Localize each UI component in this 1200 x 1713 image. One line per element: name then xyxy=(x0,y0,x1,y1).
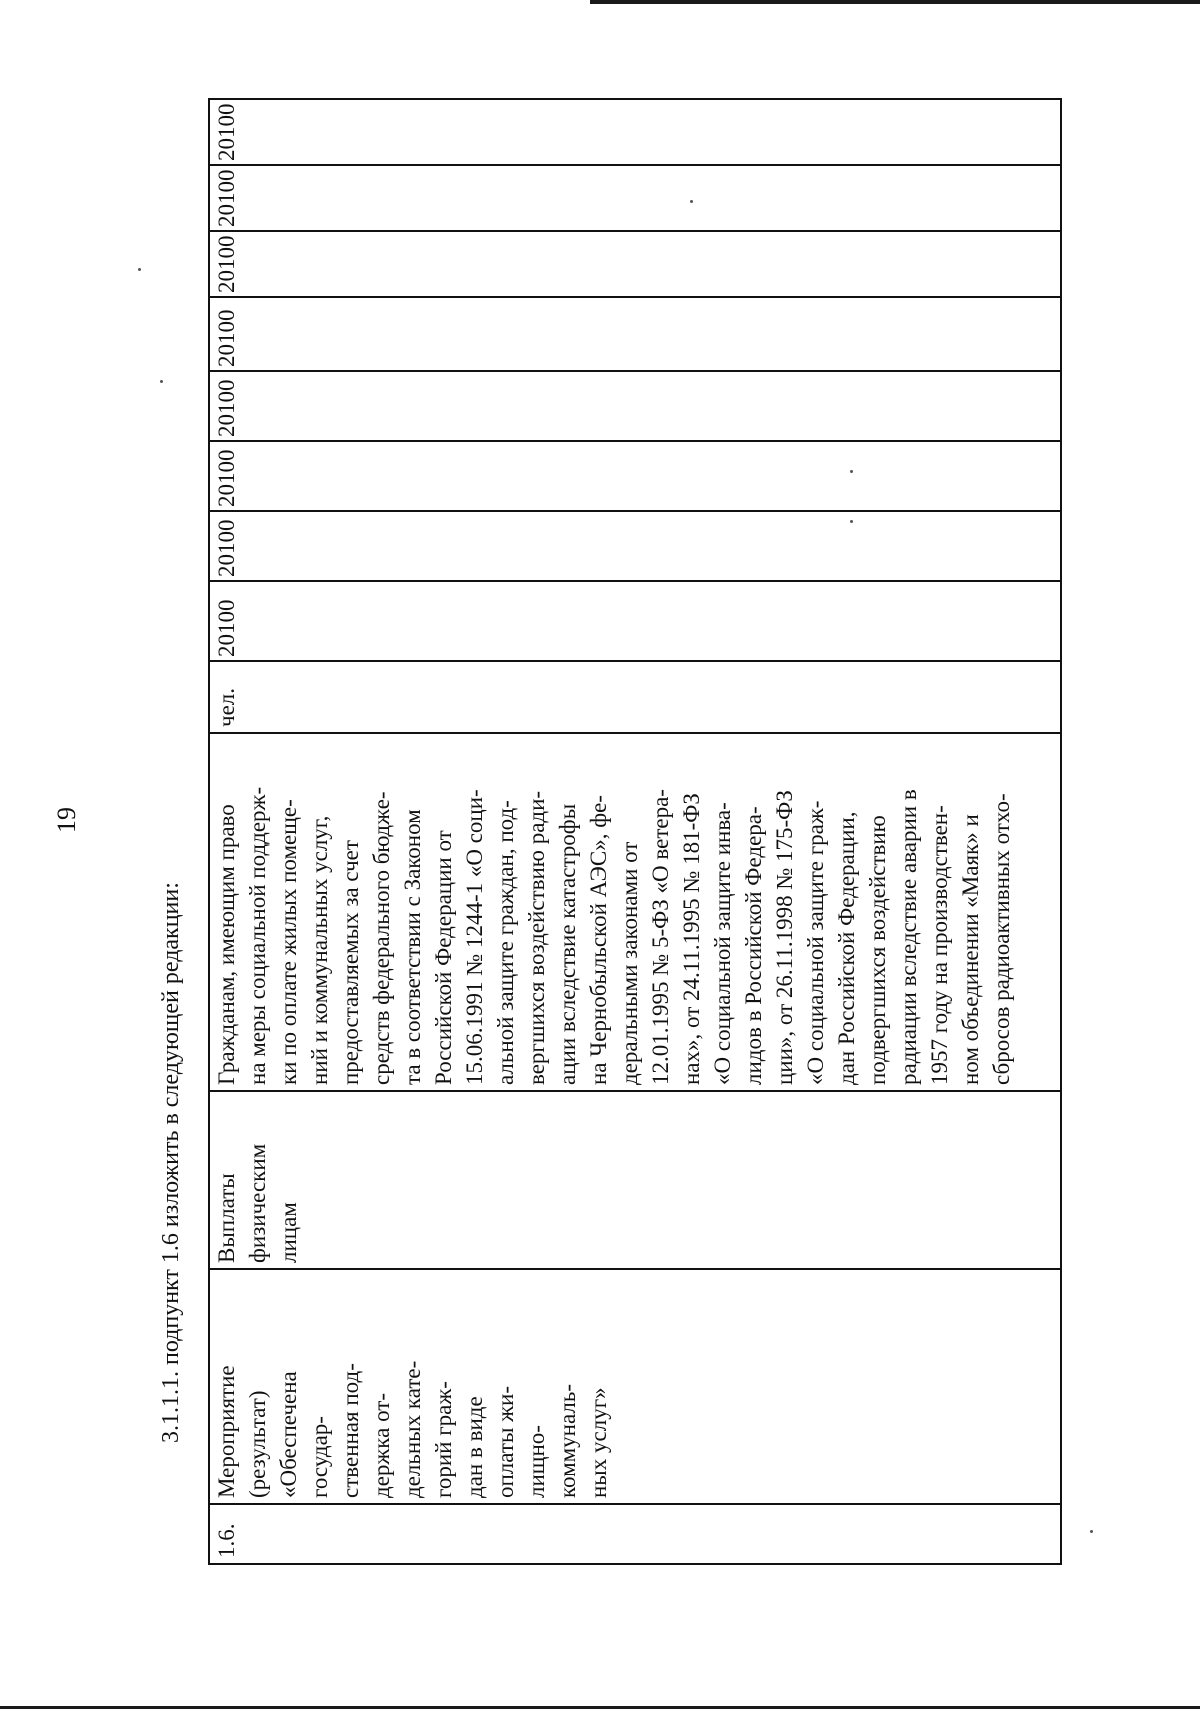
description-line: ации вследствие катастрофы xyxy=(555,803,580,1085)
row-number: 1.6. xyxy=(214,1523,239,1558)
cell-value-1 xyxy=(209,581,1061,661)
description-line: альной защите граждан, под- xyxy=(493,800,518,1085)
description-line: подвергшихся воздействию xyxy=(865,815,890,1085)
payment-type-line: физическим xyxy=(245,1143,270,1263)
description-line: «О социальной защите граж- xyxy=(803,800,828,1085)
value-text: 20100 xyxy=(214,599,239,657)
description-line: нах», от 24.11.1995 № 181-ФЗ xyxy=(679,793,704,1085)
scan-speck xyxy=(690,200,693,203)
cell-description xyxy=(209,733,1061,1091)
table-row xyxy=(209,99,1061,1564)
description-line: 12.01.1995 № 5-ФЗ «О ветера- xyxy=(648,789,673,1085)
description-line: на Чернобыльской АЭС», фе- xyxy=(586,795,611,1085)
program-table xyxy=(208,98,1062,1565)
scan-speck xyxy=(850,520,853,523)
scan-speck xyxy=(850,470,853,473)
cell-event-name xyxy=(209,1269,1061,1504)
value-text: 20100 xyxy=(214,519,239,577)
cell-number xyxy=(209,1504,1061,1564)
description-line: «О социальной защите инва- xyxy=(710,802,735,1085)
event-name-line: держка от- xyxy=(369,1393,394,1498)
description-line: ции», от 26.11.1998 № 175-ФЗ xyxy=(772,790,797,1085)
value-text: 20100 xyxy=(214,235,239,293)
value-text: 20100 xyxy=(214,309,239,367)
cell-value-2 xyxy=(209,511,1061,581)
description-line: ном объединении «Маяк» и xyxy=(958,814,983,1085)
value-text: 20100 xyxy=(214,379,239,437)
event-name-line: лищно- xyxy=(524,1425,549,1498)
description-line: предоставляемых за счет xyxy=(338,840,363,1085)
value-text: 20100 xyxy=(214,169,239,227)
description-line: ний и коммунальных услуг, xyxy=(307,815,332,1085)
description-line: Гражданам, имеющим право xyxy=(214,804,239,1085)
event-name-line: ственная под- xyxy=(338,1363,363,1498)
event-name-line: оплаты жи- xyxy=(493,1385,518,1498)
event-name-line: Мероприятие xyxy=(214,1365,239,1498)
description-line: Российской Федерации от xyxy=(431,830,456,1085)
scan-speck xyxy=(138,268,141,271)
description-line: сбросов радиоактивных отхо- xyxy=(989,793,1014,1085)
cell-value-6 xyxy=(209,231,1061,297)
scan-speck xyxy=(1090,1530,1093,1533)
scan-speck xyxy=(160,380,163,383)
description-line: лидов в Российской Федера- xyxy=(741,806,766,1085)
event-name-line: горий граж- xyxy=(431,1381,456,1498)
cell-value-8 xyxy=(209,99,1061,165)
description-line: вергшихся воздействию ради- xyxy=(524,790,549,1085)
description-line: деральными законами от xyxy=(617,841,642,1085)
event-name-line: коммуналь- xyxy=(555,1383,580,1498)
payment-type-line: Выплаты xyxy=(214,1173,239,1263)
event-name-line: государ- xyxy=(307,1416,332,1498)
value-text: 20100 xyxy=(214,103,239,161)
payment-type-line: лицам xyxy=(276,1202,301,1263)
cell-payment-type xyxy=(209,1091,1061,1269)
description-line: средств федерального бюдже- xyxy=(369,791,394,1085)
description-line: та в соответствии с Законом xyxy=(400,809,425,1085)
cell-unit xyxy=(209,661,1061,733)
event-name-line: «Обеспечена xyxy=(276,1371,301,1498)
event-name-line: ных услуг» xyxy=(586,1387,611,1498)
description-line: 1957 году на производствен- xyxy=(927,805,952,1085)
event-name-line: дельных кате- xyxy=(400,1360,425,1498)
description-line: радиации вследствие аварии в xyxy=(896,789,921,1085)
event-name-line: дан в виде xyxy=(462,1396,487,1498)
cell-value-3 xyxy=(209,441,1061,511)
value-text: 20100 xyxy=(214,449,239,507)
unit-label: чел. xyxy=(214,687,239,727)
page-number: 19 xyxy=(52,807,81,833)
description-line: ки по оплате жилых помеще- xyxy=(276,799,301,1085)
cell-value-5 xyxy=(209,297,1061,371)
description-line: дан Российской Федерации, xyxy=(834,811,859,1085)
description-line: на меры социальной поддерж- xyxy=(245,786,270,1085)
description-line: 15.06.1991 № 1244-1 «О соци- xyxy=(462,789,487,1085)
event-name-line: (результат) xyxy=(245,1390,270,1498)
cell-value-7 xyxy=(209,165,1061,231)
cell-value-4 xyxy=(209,371,1061,441)
intro-text: 3.1.1.1. подпункт 1.6 изложить в следующей редакции: xyxy=(158,882,184,1443)
